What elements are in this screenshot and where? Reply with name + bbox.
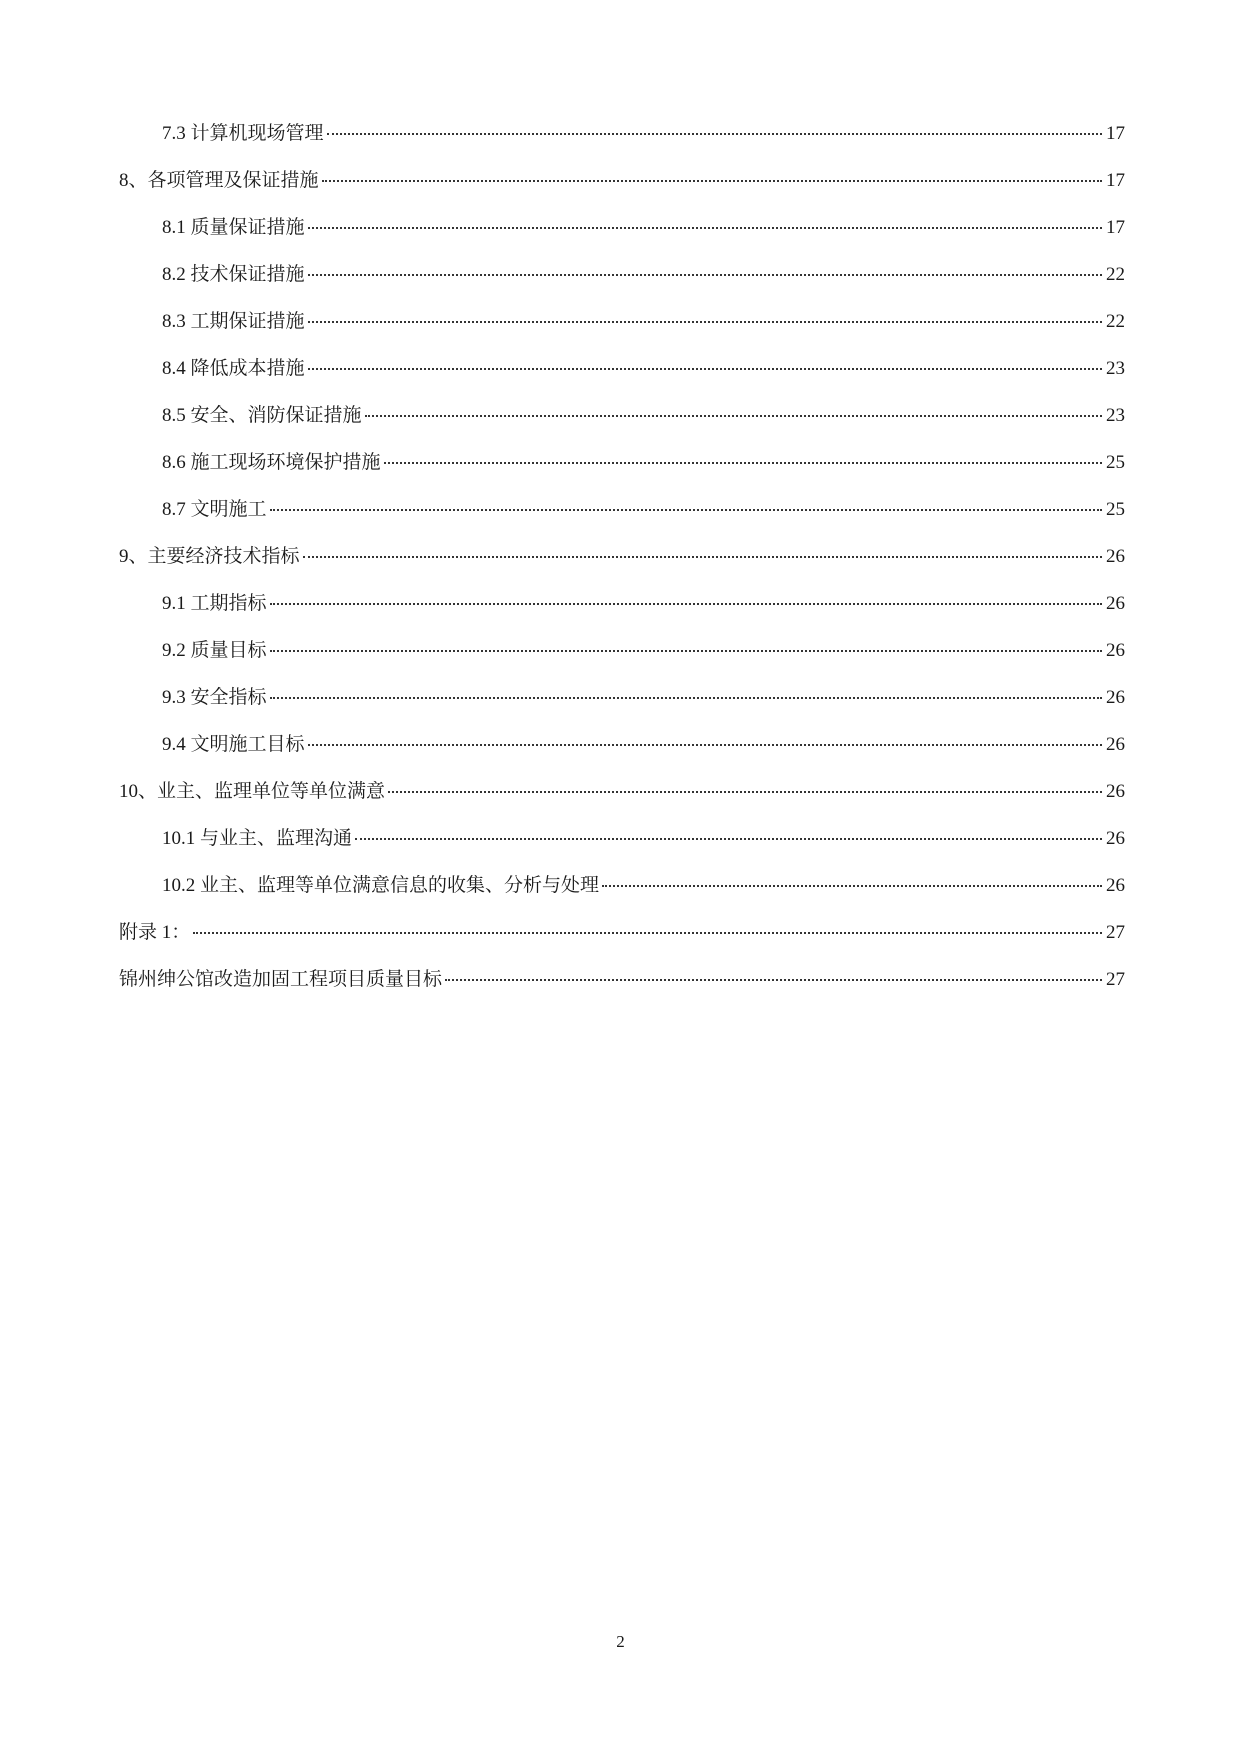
toc-entry-title: 7.3 计算机现场管理	[162, 123, 324, 144]
toc-entry[interactable]	[119, 780, 1125, 827]
toc-entry-title: 8.5 安全、消防保证措施	[162, 405, 362, 426]
toc-dot-leader	[384, 462, 1102, 464]
table-of-contents	[119, 122, 1125, 1015]
toc-dot-leader	[270, 509, 1102, 511]
toc-entry-title: 8.2 技术保证措施	[162, 264, 305, 285]
toc-entry-title: 8.1 质量保证措施	[162, 217, 305, 238]
toc-entry-title: 8.7 文明施工	[162, 499, 267, 520]
toc-entry-title: 9.4 文明施工目标	[162, 734, 305, 755]
toc-entry-page: 22	[1106, 311, 1125, 332]
toc-entry[interactable]	[119, 545, 1125, 592]
toc-entry[interactable]	[119, 169, 1125, 216]
toc-dot-leader	[355, 838, 1102, 840]
toc-entry[interactable]	[119, 357, 1125, 404]
page-number: 2	[616, 1632, 625, 1651]
toc-dot-leader	[270, 603, 1102, 605]
toc-dot-leader	[308, 368, 1102, 370]
toc-entry-title: 9、主要经济技术指标	[119, 546, 300, 567]
toc-entry-page: 26	[1106, 781, 1125, 802]
toc-entry-title: 8、各项管理及保证措施	[119, 170, 319, 191]
toc-entry[interactable]	[119, 592, 1125, 639]
toc-dot-leader	[602, 885, 1102, 887]
toc-entry[interactable]	[119, 733, 1125, 780]
toc-dot-leader	[270, 697, 1102, 699]
toc-entry[interactable]	[119, 968, 1125, 1015]
toc-entry-title: 9.3 安全指标	[162, 687, 267, 708]
toc-dot-leader	[308, 744, 1102, 746]
toc-entry[interactable]	[119, 686, 1125, 733]
toc-entry-title: 10.2 业主、监理等单位满意信息的收集、分析与处理	[162, 875, 600, 896]
toc-dot-leader	[270, 650, 1102, 652]
toc-dot-leader	[308, 274, 1102, 276]
toc-entry[interactable]	[119, 263, 1125, 310]
toc-entry-page: 26	[1106, 828, 1125, 849]
toc-dot-leader	[365, 415, 1102, 417]
toc-dot-leader	[445, 979, 1102, 981]
toc-entry-page: 26	[1106, 734, 1125, 755]
toc-entry[interactable]	[119, 310, 1125, 357]
toc-dot-leader	[303, 556, 1102, 558]
toc-entry-page: 17	[1106, 170, 1125, 191]
toc-entry[interactable]	[119, 827, 1125, 874]
toc-dot-leader	[322, 180, 1102, 182]
toc-entry[interactable]	[119, 451, 1125, 498]
toc-entry-page: 17	[1106, 123, 1125, 144]
toc-entry-page: 26	[1106, 687, 1125, 708]
toc-entry-page: 23	[1106, 358, 1125, 379]
toc-entry-title: 8.6 施工现场环境保护措施	[162, 452, 381, 473]
toc-dot-leader	[327, 133, 1102, 135]
toc-entry-page: 26	[1106, 640, 1125, 661]
toc-entry[interactable]	[119, 216, 1125, 263]
toc-entry-page: 26	[1106, 546, 1125, 567]
toc-entry[interactable]	[119, 122, 1125, 169]
toc-entry-page: 27	[1106, 922, 1125, 943]
toc-entry[interactable]	[119, 921, 1125, 968]
toc-entry-page: 22	[1106, 264, 1125, 285]
toc-entry-page: 25	[1106, 499, 1125, 520]
toc-entry-page: 25	[1106, 452, 1125, 473]
toc-entry-page: 23	[1106, 405, 1125, 426]
toc-entry[interactable]	[119, 498, 1125, 545]
toc-entry[interactable]	[119, 639, 1125, 686]
toc-entry[interactable]	[119, 874, 1125, 921]
toc-entry-title: 10.1 与业主、监理沟通	[162, 828, 353, 849]
toc-entry-page: 27	[1106, 969, 1125, 990]
toc-entry[interactable]	[119, 404, 1125, 451]
toc-dot-leader	[388, 791, 1102, 793]
toc-entry-page: 26	[1106, 593, 1125, 614]
toc-entry-title: 8.3 工期保证措施	[162, 311, 305, 332]
toc-dot-leader	[193, 932, 1102, 934]
toc-entry-page: 26	[1106, 875, 1125, 896]
toc-entry-page: 17	[1106, 217, 1125, 238]
toc-dot-leader	[308, 321, 1102, 323]
toc-entry-title: 锦州绅公馆改造加固工程项目质量目标	[119, 969, 443, 990]
toc-dot-leader	[308, 227, 1102, 229]
toc-entry-title: 附录 1：	[119, 922, 191, 943]
toc-entry-title: 10、业主、监理单位等单位满意	[119, 781, 386, 802]
toc-entry-title: 8.4 降低成本措施	[162, 358, 305, 379]
toc-entry-title: 9.1 工期指标	[162, 593, 267, 614]
toc-entry-title: 9.2 质量目标	[162, 640, 267, 661]
